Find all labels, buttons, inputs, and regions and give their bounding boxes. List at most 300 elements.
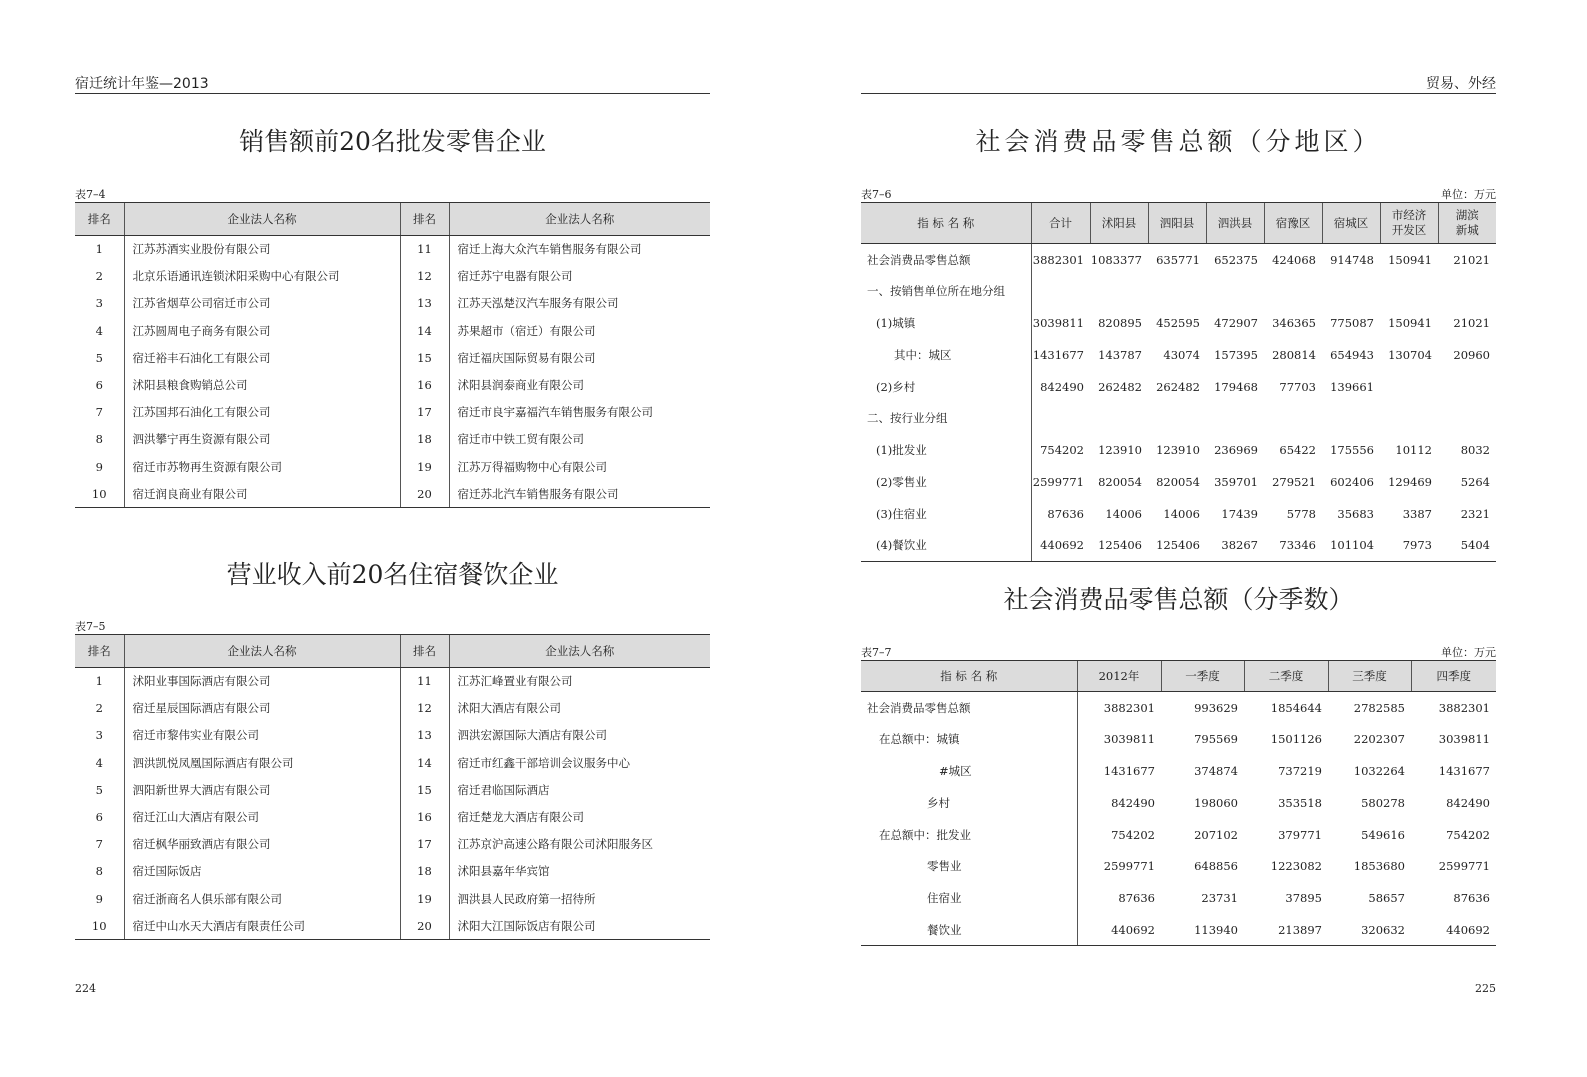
rank-cell: 14 bbox=[400, 749, 449, 776]
value-cell: 150941 bbox=[1388, 252, 1432, 267]
company-name-cell: 江苏国邦石油化工有限公司 bbox=[124, 399, 400, 426]
value-cell bbox=[1322, 402, 1380, 434]
value-cell: 2202307 bbox=[1353, 732, 1405, 747]
indicator-name: 一、按销售单位所在地分组 bbox=[867, 284, 1005, 299]
value-cell: 580278 bbox=[1361, 795, 1405, 810]
value-cell: 602406 bbox=[1330, 474, 1374, 489]
rank-cell: 3 bbox=[95, 296, 103, 311]
table-7-6-unit: 单位：万元 bbox=[1441, 188, 1496, 201]
company-name-cell: 宿迁国际饭店 bbox=[124, 858, 400, 885]
company-name-cell: 宿迁福庆国际贸易有限公司 bbox=[449, 344, 710, 371]
indicator-name: 社会消费品零售总额 bbox=[867, 252, 971, 267]
table-row bbox=[75, 695, 710, 722]
table-row bbox=[861, 850, 1496, 882]
table-row bbox=[75, 263, 710, 290]
value-cell: 440692 bbox=[1411, 914, 1496, 946]
value-cell: 279521 bbox=[1272, 474, 1316, 489]
value-cell: 353518 bbox=[1278, 795, 1322, 810]
value-cell: 754202 bbox=[1446, 827, 1490, 842]
value-cell: 775087 bbox=[1330, 315, 1374, 330]
rank-cell: 7 bbox=[95, 837, 103, 852]
table-7-6-label: 表7–6 bbox=[861, 188, 892, 201]
column-header: 合计 bbox=[1031, 203, 1090, 244]
rank-header: 排名 bbox=[75, 203, 124, 236]
rank-cell: 14 bbox=[400, 317, 449, 344]
table-row bbox=[861, 530, 1496, 562]
value-cell: 7973 bbox=[1380, 530, 1438, 562]
value-cell: 14006 bbox=[1105, 506, 1142, 521]
indicator-name: 社会消费品零售总额 bbox=[867, 700, 971, 715]
table-row bbox=[75, 453, 710, 480]
table-row bbox=[861, 307, 1496, 339]
value-cell: 65422 bbox=[1279, 443, 1316, 458]
value-cell: 87636 bbox=[1453, 891, 1490, 906]
indicator-name: (2)乡村 bbox=[876, 379, 916, 394]
value-cell: 795569 bbox=[1194, 732, 1238, 747]
value-cell: 73346 bbox=[1264, 530, 1322, 562]
table-row bbox=[861, 275, 1496, 307]
value-cell: 648856 bbox=[1194, 859, 1238, 874]
value-cell bbox=[1438, 371, 1496, 403]
table-row bbox=[75, 290, 710, 317]
value-cell: 820054 bbox=[1098, 474, 1142, 489]
indicator-name: 住宿业 bbox=[927, 891, 962, 906]
rank-cell: 9 bbox=[95, 459, 103, 474]
indicator-name: (1)城镇 bbox=[876, 315, 916, 330]
company-name-cell: 宿迁苏宁电器有限公司 bbox=[449, 263, 710, 290]
indicator-name: 二、按行业分组 bbox=[867, 411, 948, 426]
value-cell: 842490 bbox=[1031, 371, 1090, 403]
company-name-cell: 江苏京沪高速公路有限公司沭阳服务区 bbox=[449, 831, 710, 858]
indicator-name: (2)零售业 bbox=[876, 474, 927, 489]
value-cell: 914748 bbox=[1330, 252, 1374, 267]
company-name-cell: 宿迁裕丰石油化工有限公司 bbox=[124, 344, 400, 371]
indicator-header: 指 标 名 称 bbox=[861, 203, 1031, 244]
value-cell: 207102 bbox=[1194, 827, 1238, 842]
value-cell bbox=[1090, 402, 1148, 434]
table-row bbox=[861, 498, 1496, 530]
value-cell: 20960 bbox=[1453, 347, 1490, 362]
table-row bbox=[75, 480, 710, 507]
table-row bbox=[861, 466, 1496, 498]
table-row bbox=[861, 755, 1496, 787]
table-7-4 bbox=[75, 202, 710, 508]
value-cell: 87636 bbox=[1077, 882, 1161, 914]
rank-header: 排名 bbox=[400, 635, 449, 668]
value-cell: 1032264 bbox=[1353, 763, 1405, 778]
table-row bbox=[861, 914, 1496, 946]
value-cell: 1431677 bbox=[1438, 763, 1490, 778]
value-cell: 35683 bbox=[1337, 506, 1374, 521]
value-cell: 3039811 bbox=[1438, 732, 1490, 747]
value-cell: 1431677 bbox=[1077, 755, 1161, 787]
rank-cell: 17 bbox=[400, 831, 449, 858]
indicator-name: (3)住宿业 bbox=[876, 506, 927, 521]
column-header: 宿豫区 bbox=[1264, 203, 1322, 244]
rank-cell: 15 bbox=[400, 776, 449, 803]
company-name-cell: 江苏圆周电子商务有限公司 bbox=[124, 317, 400, 344]
rank-cell: 4 bbox=[95, 323, 103, 338]
value-cell: 101104 bbox=[1322, 530, 1380, 562]
company-name-cell: 泗洪宏源国际大酒店有限公司 bbox=[449, 722, 710, 749]
table-7-7 bbox=[861, 660, 1496, 946]
company-name-cell: 沭阳大江国际饭店有限公司 bbox=[449, 912, 710, 939]
running-head-text: 贸易、外经 bbox=[1426, 76, 1496, 92]
right-page bbox=[861, 0, 1496, 1077]
table-row bbox=[861, 371, 1496, 403]
value-cell: 3882301 bbox=[1438, 700, 1490, 715]
table-row bbox=[861, 244, 1496, 276]
indicator-name: 在总额中：批发业 bbox=[879, 827, 971, 842]
rank-cell: 1 bbox=[95, 674, 103, 689]
name-header: 企业法人名称 bbox=[124, 635, 400, 668]
value-cell: 1223082 bbox=[1270, 859, 1322, 874]
table-row bbox=[75, 885, 710, 912]
value-cell: 842490 bbox=[1446, 795, 1490, 810]
value-cell bbox=[1438, 402, 1496, 434]
value-cell: 820895 bbox=[1098, 315, 1142, 330]
value-cell bbox=[1031, 275, 1090, 307]
value-cell: 2782585 bbox=[1353, 700, 1405, 715]
value-cell: 8032 bbox=[1460, 443, 1490, 458]
rank-cell: 2 bbox=[95, 269, 103, 284]
value-cell bbox=[1264, 402, 1322, 434]
company-name-cell: 宿迁市良宇嘉福汽车销售服务有限公司 bbox=[449, 399, 710, 426]
table-row bbox=[861, 787, 1496, 819]
value-cell: 472907 bbox=[1214, 315, 1258, 330]
value-cell: 17439 bbox=[1221, 506, 1258, 521]
company-name-cell: 沭阳县粮食购销总公司 bbox=[124, 371, 400, 398]
value-cell: 125406 bbox=[1148, 530, 1206, 562]
table-row bbox=[75, 426, 710, 453]
company-name-cell: 宿迁市红鑫干部培训会议服务中心 bbox=[449, 749, 710, 776]
rank-cell: 4 bbox=[95, 755, 103, 770]
page-number: 224 bbox=[75, 982, 96, 995]
value-cell: 23731 bbox=[1201, 891, 1238, 906]
value-cell: 346365 bbox=[1272, 315, 1316, 330]
company-name-cell: 宿迁市黎伟实业有限公司 bbox=[124, 722, 400, 749]
value-cell: 2321 bbox=[1460, 506, 1490, 521]
value-cell: 179468 bbox=[1214, 379, 1258, 394]
name-header: 企业法人名称 bbox=[449, 635, 710, 668]
company-name-cell: 江苏汇峰置业有限公司 bbox=[449, 668, 710, 695]
value-cell: 175556 bbox=[1330, 443, 1374, 458]
table-7-7-unit: 单位：万元 bbox=[1441, 646, 1496, 659]
rank-cell: 6 bbox=[95, 810, 103, 825]
value-cell: 77703 bbox=[1279, 379, 1316, 394]
rank-cell: 11 bbox=[400, 668, 449, 695]
rank-cell: 8 bbox=[95, 432, 103, 447]
rank-cell: 5 bbox=[95, 782, 103, 797]
table-row bbox=[75, 912, 710, 939]
rank-cell: 20 bbox=[400, 480, 449, 507]
value-cell: 43074 bbox=[1163, 347, 1200, 362]
rank-cell: 6 bbox=[95, 378, 103, 393]
rank-cell: 18 bbox=[400, 426, 449, 453]
value-cell: 440692 bbox=[1031, 530, 1090, 562]
value-cell: 14006 bbox=[1163, 506, 1200, 521]
table-header-row bbox=[861, 203, 1496, 244]
value-cell bbox=[1380, 402, 1438, 434]
table-row bbox=[861, 819, 1496, 851]
table-row bbox=[861, 434, 1496, 466]
column-header: 泗阳县 bbox=[1148, 203, 1206, 244]
table-row bbox=[75, 371, 710, 398]
company-name-cell: 沭阳县润泰商业有限公司 bbox=[449, 371, 710, 398]
company-name-cell: 宿迁润良商业有限公司 bbox=[124, 480, 400, 507]
table-row bbox=[75, 749, 710, 776]
table-header-row bbox=[861, 661, 1496, 692]
value-cell: 198060 bbox=[1194, 795, 1238, 810]
table-7-7-title: 社会消费品零售总额（分季数） bbox=[1003, 585, 1354, 614]
value-cell: 359701 bbox=[1214, 474, 1258, 489]
value-cell: 1854644 bbox=[1270, 700, 1322, 715]
table-row bbox=[75, 344, 710, 371]
indicator-name: 零售业 bbox=[927, 859, 962, 874]
name-header: 企业法人名称 bbox=[124, 203, 400, 236]
table-row bbox=[75, 722, 710, 749]
indicator-name: (1)批发业 bbox=[876, 443, 927, 458]
table-7-5-title: 营业收入前20名住宿餐饮企业 bbox=[226, 560, 559, 589]
value-cell: 10112 bbox=[1395, 443, 1432, 458]
company-name-cell: 泗洪县人民政府第一招待所 bbox=[449, 885, 710, 912]
value-cell: 754202 bbox=[1031, 434, 1090, 466]
rank-header: 排名 bbox=[400, 203, 449, 236]
company-name-cell: 苏果超市（宿迁）有限公司 bbox=[449, 317, 710, 344]
value-cell: 1083377 bbox=[1090, 252, 1142, 267]
company-name-cell: 宿迁上海大众汽车销售服务有限公司 bbox=[449, 236, 710, 263]
table-row bbox=[75, 831, 710, 858]
company-name-cell: 江苏省烟草公司宿迁市公司 bbox=[124, 290, 400, 317]
value-cell: 5264 bbox=[1460, 474, 1490, 489]
value-cell: 549616 bbox=[1361, 827, 1405, 842]
table-header-row bbox=[75, 635, 710, 668]
table-row bbox=[861, 402, 1496, 434]
value-cell: 5404 bbox=[1438, 530, 1496, 562]
column-header: 一季度 bbox=[1161, 661, 1244, 692]
value-cell: 452595 bbox=[1156, 315, 1200, 330]
value-cell: 440692 bbox=[1077, 914, 1161, 946]
rank-cell: 10 bbox=[75, 912, 124, 939]
value-cell bbox=[1438, 275, 1496, 307]
table-7-5-label: 表7–5 bbox=[75, 620, 106, 633]
value-cell: 236969 bbox=[1214, 443, 1258, 458]
table-7-6 bbox=[861, 202, 1496, 562]
rank-cell: 17 bbox=[400, 399, 449, 426]
table-row bbox=[861, 692, 1496, 724]
page-number: 225 bbox=[1475, 982, 1496, 995]
rank-cell: 7 bbox=[95, 405, 103, 420]
rank-cell: 13 bbox=[400, 290, 449, 317]
indicator-name: 在总额中：城镇 bbox=[879, 732, 960, 747]
column-header: 湖滨 新城 bbox=[1438, 203, 1496, 244]
company-name-cell: 江苏万得福购物中心有限公司 bbox=[449, 453, 710, 480]
value-cell: 5778 bbox=[1286, 506, 1316, 521]
table-row bbox=[861, 339, 1496, 371]
company-name-cell: 泗洪凯悦凤凰国际酒店有限公司 bbox=[124, 749, 400, 776]
value-cell: 38267 bbox=[1206, 530, 1264, 562]
value-cell: 737219 bbox=[1278, 763, 1322, 778]
company-name-cell: 沭阳业事国际酒店有限公司 bbox=[124, 668, 400, 695]
company-name-cell: 宿迁枫华丽致酒店有限公司 bbox=[124, 831, 400, 858]
running-head-text: 宿迁统计年鉴—2013 bbox=[75, 76, 209, 92]
company-name-cell: 宿迁中山水天大酒店有限责任公司 bbox=[124, 912, 400, 939]
value-cell: 129469 bbox=[1388, 474, 1432, 489]
value-cell: 113940 bbox=[1161, 914, 1244, 946]
table-row bbox=[75, 317, 710, 344]
rank-header: 排名 bbox=[75, 635, 124, 668]
table-row bbox=[75, 803, 710, 830]
value-cell bbox=[1148, 402, 1206, 434]
column-header: 三季度 bbox=[1328, 661, 1411, 692]
company-name-cell: 宿迁江山大酒店有限公司 bbox=[124, 803, 400, 830]
value-cell bbox=[1322, 275, 1380, 307]
value-cell: 2599771 bbox=[1438, 859, 1490, 874]
company-name-cell: 江苏苏酒实业股份有限公司 bbox=[124, 236, 400, 263]
rank-cell: 20 bbox=[400, 912, 449, 939]
value-cell: 143787 bbox=[1098, 347, 1142, 362]
column-header: 四季度 bbox=[1411, 661, 1496, 692]
table-7-6-title: 社会消费品零售总额（分地区） bbox=[975, 127, 1382, 156]
value-cell: 842490 bbox=[1077, 787, 1161, 819]
indicator-name: 餐饮业 bbox=[861, 914, 1077, 946]
table-row bbox=[861, 723, 1496, 755]
value-cell: 3039811 bbox=[1077, 723, 1161, 755]
value-cell: 374874 bbox=[1194, 763, 1238, 778]
value-cell: 3882301 bbox=[1077, 692, 1161, 724]
value-cell bbox=[1264, 275, 1322, 307]
table-row bbox=[75, 236, 710, 263]
rank-cell: 12 bbox=[400, 695, 449, 722]
company-name-cell: 沭阳大酒店有限公司 bbox=[449, 695, 710, 722]
value-cell bbox=[1031, 402, 1090, 434]
rank-cell: 18 bbox=[400, 858, 449, 885]
company-name-cell: 北京乐语通讯连锁沭阳采购中心有限公司 bbox=[124, 263, 400, 290]
company-name-cell: 泗阳新世界大酒店有限公司 bbox=[124, 776, 400, 803]
column-header: 市经济 开发区 bbox=[1380, 203, 1438, 244]
rank-cell: 19 bbox=[400, 885, 449, 912]
column-header: 宿城区 bbox=[1322, 203, 1380, 244]
value-cell: 21021 bbox=[1453, 252, 1490, 267]
value-cell bbox=[1090, 275, 1148, 307]
value-cell: 754202 bbox=[1077, 819, 1161, 851]
value-cell: 213897 bbox=[1244, 914, 1328, 946]
table-row bbox=[75, 668, 710, 695]
value-cell: 123910 bbox=[1098, 443, 1142, 458]
rank-cell: 16 bbox=[400, 371, 449, 398]
table-header-row bbox=[75, 203, 710, 236]
value-cell: 37895 bbox=[1285, 891, 1322, 906]
value-cell: 820054 bbox=[1156, 474, 1200, 489]
table-row bbox=[75, 858, 710, 885]
value-cell: 123910 bbox=[1156, 443, 1200, 458]
rank-cell: 19 bbox=[400, 453, 449, 480]
value-cell: 3882301 bbox=[1031, 244, 1090, 276]
value-cell: 262482 bbox=[1156, 379, 1200, 394]
company-name-cell: 泗洪攀宁再生资源有限公司 bbox=[124, 426, 400, 453]
value-cell: 150941 bbox=[1388, 315, 1432, 330]
rank-cell: 8 bbox=[95, 864, 103, 879]
value-cell: 2599771 bbox=[1031, 466, 1090, 498]
value-cell: 635771 bbox=[1156, 252, 1200, 267]
value-cell: 157395 bbox=[1214, 347, 1258, 362]
value-cell bbox=[1380, 371, 1438, 403]
indicator-name: (4)餐饮业 bbox=[861, 530, 1031, 562]
rank-cell: 3 bbox=[95, 728, 103, 743]
rank-cell: 10 bbox=[75, 480, 124, 507]
company-name-cell: 江苏天泓楚汉汽车服务有限公司 bbox=[449, 290, 710, 317]
value-cell bbox=[1206, 402, 1264, 434]
company-name-cell: 宿迁市中铁工贸有限公司 bbox=[449, 426, 710, 453]
rank-cell: 15 bbox=[400, 344, 449, 371]
value-cell: 1853680 bbox=[1353, 859, 1405, 874]
name-header: 企业法人名称 bbox=[449, 203, 710, 236]
indicator-name: 乡村 bbox=[927, 795, 950, 810]
value-cell: 654943 bbox=[1330, 347, 1374, 362]
rank-cell: 5 bbox=[95, 350, 103, 365]
column-header: 2012年 bbox=[1077, 661, 1161, 692]
table-7-4-label: 表7–4 bbox=[75, 188, 106, 201]
value-cell: 87636 bbox=[1031, 498, 1090, 530]
value-cell: 125406 bbox=[1090, 530, 1148, 562]
value-cell bbox=[1380, 275, 1438, 307]
rank-cell: 9 bbox=[95, 891, 103, 906]
value-cell bbox=[1206, 275, 1264, 307]
table-row bbox=[861, 882, 1496, 914]
company-name-cell: 宿迁市苏物再生资源有限公司 bbox=[124, 453, 400, 480]
table-row bbox=[75, 776, 710, 803]
value-cell: 424068 bbox=[1272, 252, 1316, 267]
rank-cell: 1 bbox=[95, 242, 103, 257]
column-header: 泗洪县 bbox=[1206, 203, 1264, 244]
value-cell: 379771 bbox=[1278, 827, 1322, 842]
rank-cell: 13 bbox=[400, 722, 449, 749]
value-cell: 262482 bbox=[1098, 379, 1142, 394]
table-7-7-label: 表7–7 bbox=[861, 646, 892, 659]
company-name-cell: 宿迁浙商名人俱乐部有限公司 bbox=[124, 885, 400, 912]
value-cell: 130704 bbox=[1388, 347, 1432, 362]
value-cell: 280814 bbox=[1272, 347, 1316, 362]
table-7-5 bbox=[75, 634, 710, 940]
left-page bbox=[75, 0, 710, 1077]
table-row bbox=[75, 399, 710, 426]
running-head bbox=[861, 73, 1496, 94]
rank-cell: 11 bbox=[400, 236, 449, 263]
value-cell: 2599771 bbox=[1077, 850, 1161, 882]
indicator-name: #城区 bbox=[939, 763, 972, 778]
indicator-header: 指 标 名 称 bbox=[861, 661, 1077, 692]
value-cell: 139661 bbox=[1330, 379, 1374, 394]
value-cell: 21021 bbox=[1453, 315, 1490, 330]
value-cell bbox=[1148, 275, 1206, 307]
rank-cell: 16 bbox=[400, 803, 449, 830]
value-cell: 993629 bbox=[1194, 700, 1238, 715]
company-name-cell: 宿迁星辰国际酒店有限公司 bbox=[124, 695, 400, 722]
value-cell: 1501126 bbox=[1270, 732, 1322, 747]
company-name-cell: 宿迁苏北汽车销售服务有限公司 bbox=[449, 480, 710, 507]
value-cell: 320632 bbox=[1328, 914, 1411, 946]
rank-cell: 12 bbox=[400, 263, 449, 290]
column-header: 二季度 bbox=[1244, 661, 1328, 692]
rank-cell: 2 bbox=[95, 701, 103, 716]
value-cell: 652375 bbox=[1214, 252, 1258, 267]
value-cell: 58657 bbox=[1368, 891, 1405, 906]
table-7-4-title: 销售额前20名批发零售企业 bbox=[239, 127, 546, 156]
running-head bbox=[75, 73, 710, 94]
company-name-cell: 宿迁楚龙大酒店有限公司 bbox=[449, 803, 710, 830]
company-name-cell: 宿迁君临国际酒店 bbox=[449, 776, 710, 803]
value-cell: 1431677 bbox=[1031, 339, 1090, 371]
